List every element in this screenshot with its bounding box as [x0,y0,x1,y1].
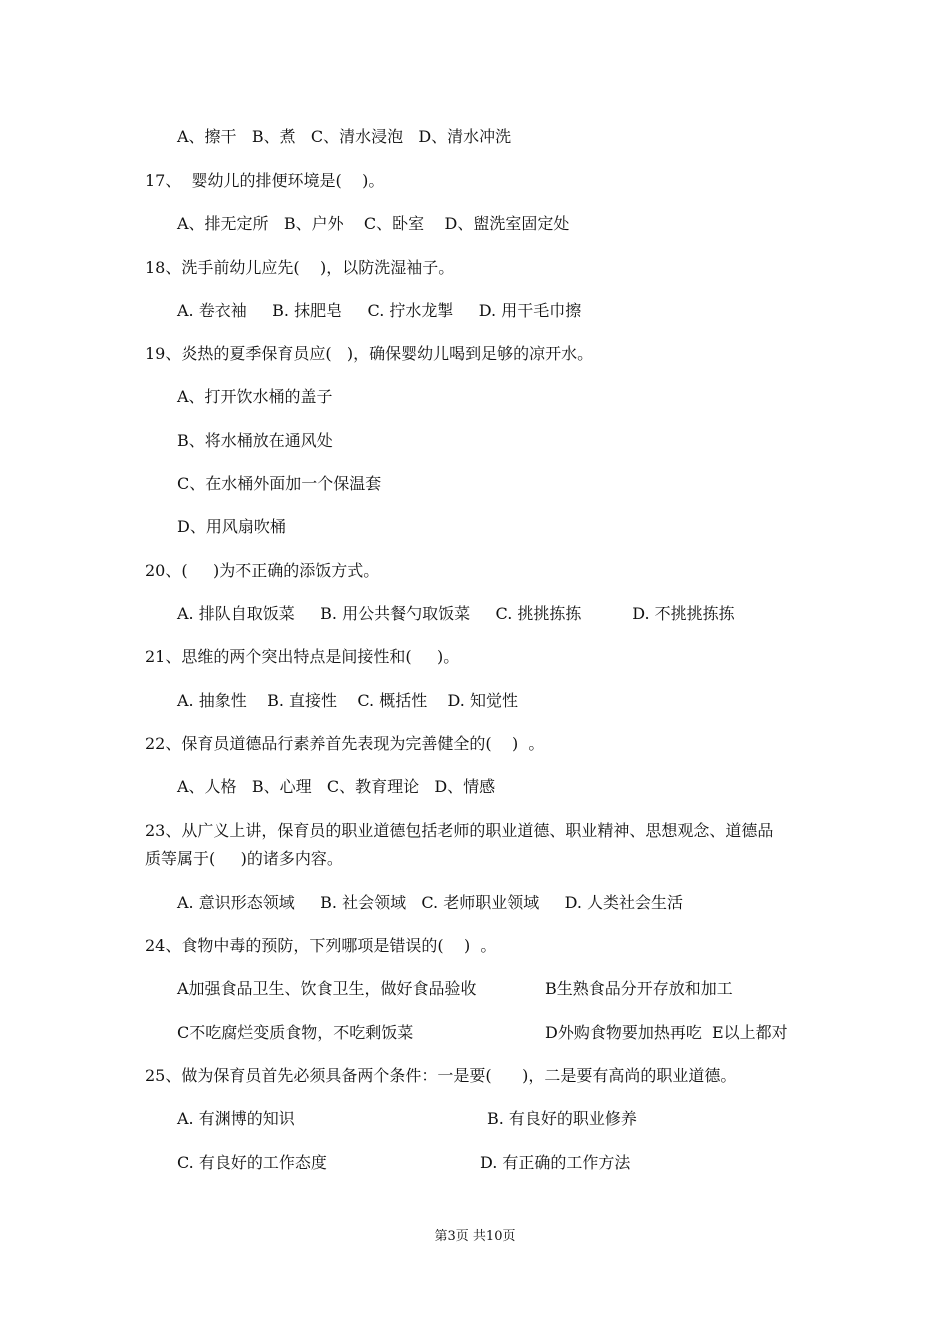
q24-option-a: A加强食品卫生、饮食卫生，做好食品验收 [177,979,477,998]
q19-option-d: D、用风扇吹桶 [177,517,286,536]
q18-stem: 18、洗手前幼儿应先( )，以防洗湿袖子。 [145,258,455,277]
page-number-footer: 第3页 共10页 [434,1229,516,1244]
q19-option-a: A、打开饮水桶的盖子 [177,387,333,406]
q20-options: A. 排队自取饭菜 B. 用公共餐勺取饭菜 C. 挑挑拣拣 D. 不挑挑拣拣 [177,604,735,623]
q19-option-c: C、在水桶外面加一个保温套 [177,474,382,493]
q25-stem: 25、做为保育员首先必须具备两个条件：一是要( )，二是要有高尚的职业道德。 [145,1066,737,1085]
q19-option-b: B、将水桶放在通风处 [177,431,333,450]
q22-stem: 22、保育员道德品行素养首先表现为完善健全的( ) 。 [145,734,545,753]
q23-stem-line2: 质等属于( )的诸多内容。 [145,849,343,868]
q17-options: A、排无定所 B、户外 C、卧室 D、盥洗室固定处 [177,214,570,233]
q21-options: A. 抽象性 B. 直接性 C. 概括性 D. 知觉性 [177,691,518,710]
q20-stem: 20、( )为不正确的添饭方式。 [145,561,380,580]
q24-option-b: B生熟食品分开存放和加工 [545,979,733,998]
q16-options: A、擦干 B、煮 C、清水浸泡 D、清水冲洗 [177,127,512,146]
q25-option-c: C. 有良好的工作态度 [177,1153,327,1172]
q24-option-c: C不吃腐烂变质食物，不吃剩饭菜 [177,1023,414,1042]
q25-option-b: B. 有良好的职业修养 [487,1109,637,1128]
q24-stem: 24、食物中毒的预防，下列哪项是错误的( ) 。 [145,936,497,955]
q25-option-a: A. 有渊博的知识 [177,1109,295,1128]
q24-option-de: D外购食物要加热再吃 E以上都对 [545,1023,788,1042]
q19-stem: 19、炎热的夏季保育员应( )，确保婴幼儿喝到足够的凉开水。 [145,344,594,363]
q22-options: A、人格 B、心理 C、教育理论 D、情感 [177,777,496,796]
q18-options: A. 卷衣袖 B. 抹肥皂 C. 拧水龙掣 D. 用干毛巾擦 [177,301,582,320]
q17-stem: 17、 婴幼儿的排便环境是( )。 [145,171,385,190]
q25-option-d: D. 有正确的工作方法 [480,1153,631,1172]
q21-stem: 21、思维的两个突出特点是间接性和( )。 [145,647,460,666]
q23-stem-line1: 23、从广义上讲，保育员的职业道德包括老师的职业道德、职业精神、思想观念、道德品 [145,821,774,840]
q23-options: A. 意识形态领域 B. 社会领域 C. 老师职业领域 D. 人类社会生活 [177,893,684,912]
